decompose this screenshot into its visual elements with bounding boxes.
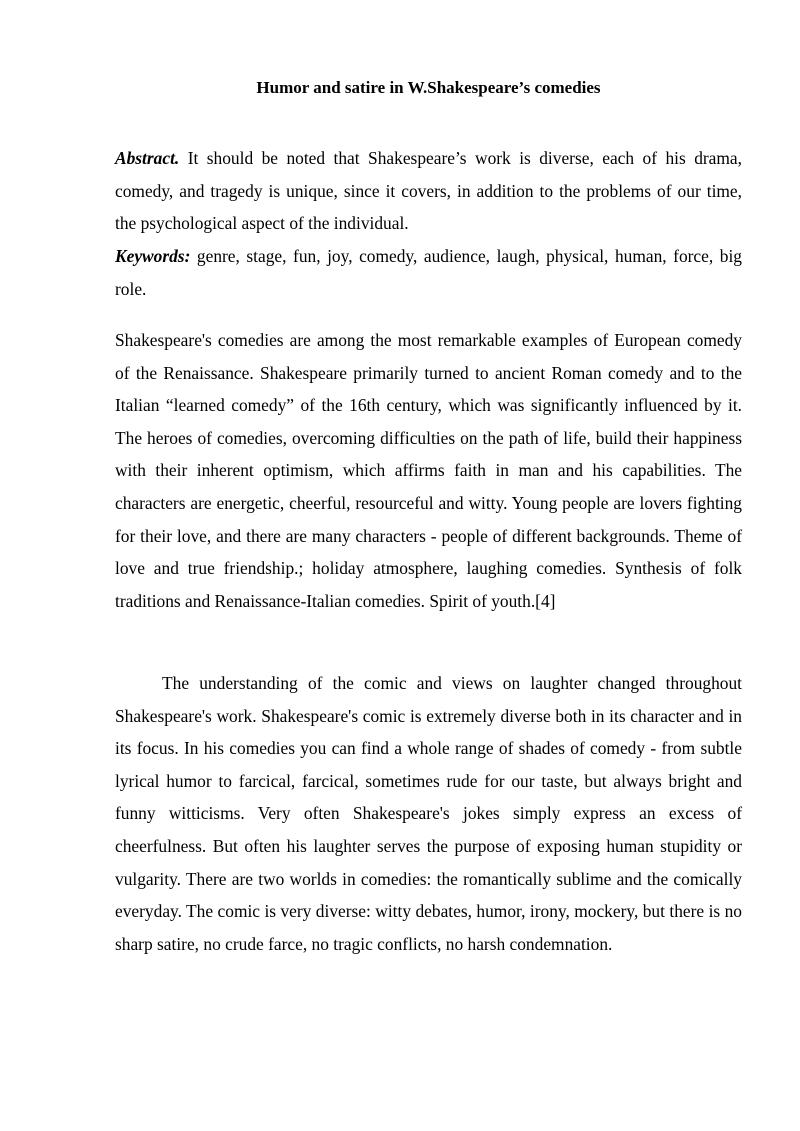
abstract-label: Abstract.: [115, 148, 180, 168]
abstract-text: It should be noted that Shakespeare’s work is diverse, each of his drama, comedy, and tragedy is unique, since it covers, in addition to the problems of our time, the psychological aspect of the individual.: [115, 148, 742, 234]
abstract: [115, 142, 742, 240]
keywords-text: genre, stage, fun, joy, comedy, audience, laugh, physical, human, force, big role.: [115, 246, 742, 299]
body-paragraph: The understanding of the comic and views on laughter changed throughout Shakespeare's work. Shakespeare's comic is extremely diverse both in its character and in its focus. In his comedies you can find a whole range of shades of comedy - from subtle lyrical humor to farcical, farcical, sometimes rude for our taste, but always bright and funny witticisms. Very often Shakespeare's jokes simply express an excess of cheerfulness. But often his laughter serves the purpose of exposing human stupidity or vulgarity. There are two worlds in comedies: the romantically sublime and the comically everyday. The comic is very diverse: witty debates, humor, irony, mockery, but there is no sharp satire, no crude farce, no tragic conflicts, no harsh condemnation.: [115, 673, 742, 954]
keywords: [115, 240, 742, 305]
keywords-label: Keywords:: [115, 246, 191, 266]
document-title: Humor and satire in W.Shakespeare’s comedies: [256, 78, 601, 97]
body-paragraph: Shakespeare's comedies are among the most remarkable examples of European comedy of the Renaissance. Shakespeare primarily turned to ancient Roman comedy and to the Italian “learned comedy” of the 16th century, which was significantly influenced by it. The heroes of comedies, overcoming difficulties on the path of life, build their happiness with their inherent optimism, which affirms faith in man and his capabilities. The characters are energetic, cheerful, resourceful and witty. Young people are lovers fighting for their love, and there are many characters - people of different backgrounds. Theme of love and true friendship.; holiday atmosphere, laughing comedies. Synthesis of folk traditions and Renaissance-Italian comedies. Spirit of youth.[4]: [115, 330, 742, 611]
